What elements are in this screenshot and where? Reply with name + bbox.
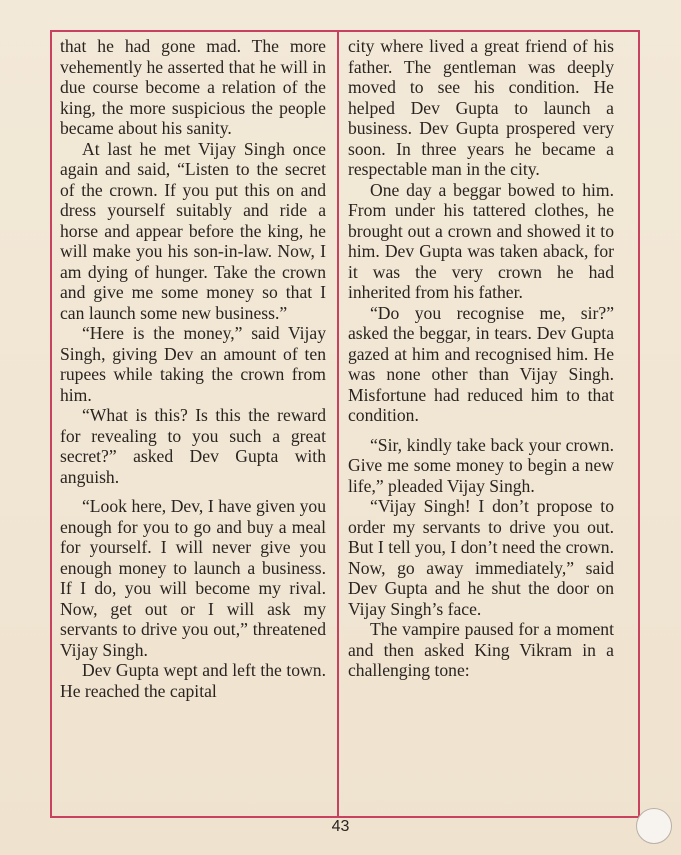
page-number: 43 (331, 818, 350, 835)
paragraph: “Vijay Singh! I don’t propose to order my servants to drive you out. But I tell you, I don’t need the crown. Now, go away immediately,” said Dev Gupta and he shut the door on Vijay Singh’s face. (348, 496, 614, 619)
column-divider (337, 30, 339, 818)
paragraph: “Here is the money,” said Vijay Singh, giving Dev an amount of ten rupees while taking the crown from him. (60, 323, 326, 405)
scanner-stamp-icon (636, 808, 672, 844)
paragraph: The vampire paused for a moment and then asked King Vikram in a challenging tone: (348, 619, 614, 680)
paragraph: that he had gone mad. The more vehemently he asserted that he will in due course become a relation of the king, the more suspicious the people became about his sanity. (60, 36, 326, 138)
left-column (60, 36, 326, 701)
paragraph: At last he met Vijay Singh once again and said, “Listen to the secret of the crown. If you put this on and dress yourself suitably and ride a horse and appear before the king, he will make you his son-in-law. Now, I am dying of hunger. Take the crown and give me some money so that I can launch some new business.” (60, 138, 326, 323)
paragraph: “What is this? Is this the reward for revealing to you such a great secret?” asked Dev Gupta with anguish. (60, 405, 326, 487)
paragraph: One day a beggar bowed to him. From under his tattered clothes, he brought out a crown and showed it to him. Dev Gupta was taken aback, for it was the very crown he had inherited from his father. (348, 179, 614, 302)
paragraph: Dev Gupta wept and left the town. He reached the capital (60, 660, 326, 701)
right-column (348, 36, 614, 681)
paragraph: “Look here, Dev, I have given you enough for you to go and buy a meal for yourself. I will never give you enough money to launch a business. If I do, you will become my rival. Now, get out or I will ask my servants to drive you out,” threatened Vijay Singh. (60, 496, 326, 660)
paragraph: city where lived a great friend of his father. The gentleman was deeply moved to see his condition. He helped Dev Gupta to launch a business. Dev Gupta prospered very soon. In three years he became a respectable man in the city. (348, 36, 614, 179)
paragraph: “Sir, kindly take back your crown. Give me some money to begin a new life,” pleaded Vijay Singh. (348, 434, 614, 496)
paragraph: “Do you recognise me, sir?” asked the beggar, in tears. Dev Gupta gazed at him and recognised him. He was none other than Vijay Singh. Misfortune had reduced him to that condition. (348, 302, 614, 425)
